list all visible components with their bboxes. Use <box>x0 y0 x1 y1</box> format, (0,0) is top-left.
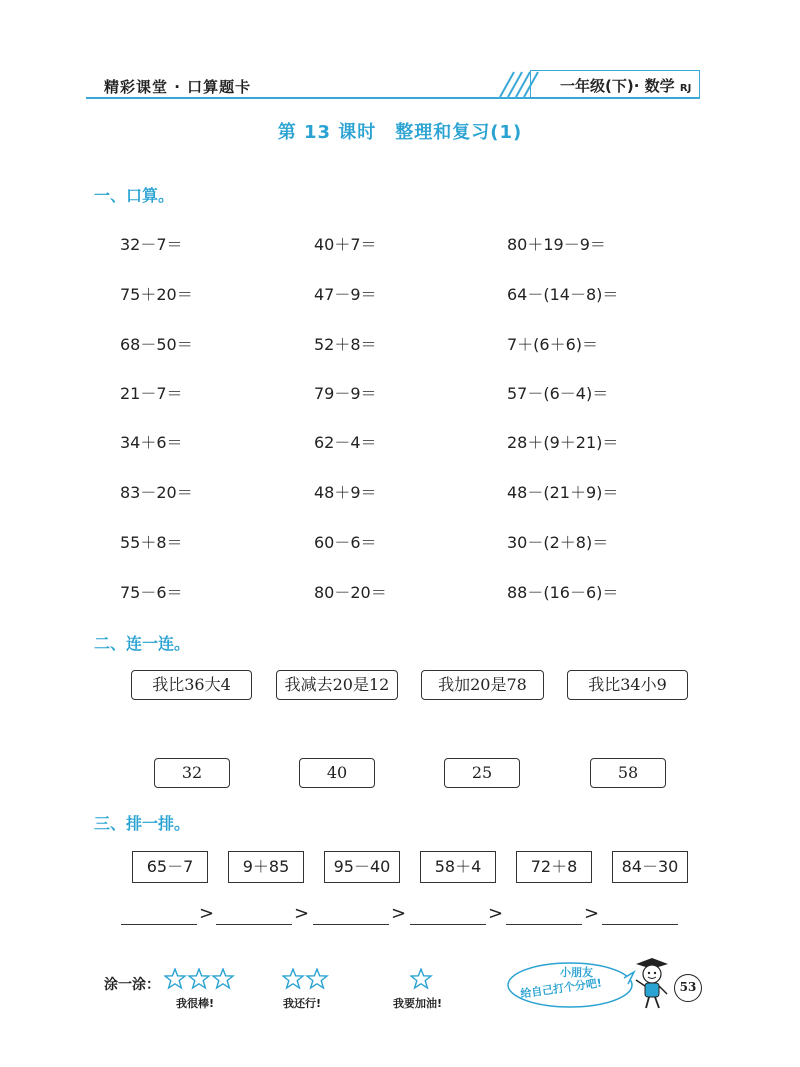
section-heading-oral-calc: 一、口算。 <box>94 186 175 205</box>
greater-than-sign: > <box>199 903 215 924</box>
oral-calc-problem: 21－7＝ <box>120 384 183 403</box>
rating-label-try-harder: 我要加油! <box>393 997 443 1010</box>
oral-calc-problem: 28＋(9＋21)＝ <box>507 433 619 452</box>
oral-calc-problem: 80＋19－9＝ <box>507 235 606 254</box>
sort-expression-box: 58＋4 <box>420 851 496 883</box>
oral-calc-problem: 79－9＝ <box>314 384 377 403</box>
greater-than-sign: > <box>584 903 600 924</box>
star-icon[interactable] <box>283 969 303 988</box>
one-star-rating[interactable] <box>410 968 434 990</box>
star-icon[interactable] <box>165 969 185 988</box>
match-number-box[interactable]: 25 <box>444 758 520 788</box>
oral-calc-problem: 52＋8＝ <box>314 335 377 354</box>
rating-label-great: 我很棒! <box>176 997 215 1010</box>
edition-tag: RJ <box>679 83 692 94</box>
sort-expression-box: 84－30 <box>612 851 688 883</box>
greater-than-sign: > <box>294 903 310 924</box>
three-star-rating[interactable] <box>164 968 236 990</box>
sort-expression-box: 9＋85 <box>228 851 304 883</box>
oral-calc-problem: 34＋6＝ <box>120 433 183 452</box>
oral-calc-problem: 64－(14－8)＝ <box>507 285 619 304</box>
sort-expression-box: 65－7 <box>132 851 208 883</box>
oral-calc-problem: 40＋7＝ <box>314 235 377 254</box>
star-icon[interactable] <box>307 969 327 988</box>
answer-blank[interactable] <box>410 924 486 925</box>
color-in-label: 涂一涂： <box>104 977 160 993</box>
header-divider <box>86 97 700 99</box>
bubble-text-line1: 小朋友 <box>560 966 593 979</box>
oral-calc-problem: 75－6＝ <box>120 583 183 602</box>
oral-calc-problem: 48－(21＋9)＝ <box>507 483 619 502</box>
sort-expression-box: 95－40 <box>324 851 400 883</box>
answer-blank[interactable] <box>216 924 292 925</box>
two-star-rating[interactable] <box>282 968 330 990</box>
star-icon[interactable] <box>213 969 233 988</box>
oral-calc-problem: 83－20＝ <box>120 483 193 502</box>
page-title: 第 13 课时 整理和复习(1) <box>277 122 523 143</box>
star-icon[interactable] <box>411 969 431 988</box>
oral-calc-problem: 80－20＝ <box>314 583 387 602</box>
section-heading-match: 二、连一连。 <box>94 634 191 653</box>
oral-calc-problem: 30－(2＋8)＝ <box>507 533 609 552</box>
match-clue-box[interactable]: 我比34小9 <box>567 670 688 700</box>
bubble-text-line2: 给自己打个分吧! <box>519 976 603 1001</box>
oral-calc-problem: 68－50＝ <box>120 335 193 354</box>
grade-subject-text: 一年级(下)· 数学 <box>560 77 675 95</box>
match-clue-box[interactable]: 我加20是78 <box>421 670 544 700</box>
answer-blank[interactable] <box>313 924 389 925</box>
match-number-box[interactable]: 40 <box>299 758 375 788</box>
oral-calc-problem: 7＋(6＋6)＝ <box>507 335 599 354</box>
match-clue-box[interactable]: 我减去20是12 <box>276 670 398 700</box>
section-heading-sort: 三、排一排。 <box>94 814 191 833</box>
greater-than-sign: > <box>391 903 407 924</box>
oral-calc-problem: 55＋8＝ <box>120 533 183 552</box>
grade-subject-label <box>560 75 691 96</box>
answer-blank[interactable] <box>506 924 582 925</box>
match-number-box[interactable]: 32 <box>154 758 230 788</box>
rating-label-ok: 我还行! <box>283 997 322 1010</box>
oral-calc-problem: 57－(6－4)＝ <box>507 384 609 403</box>
page-number: 53 <box>674 974 702 1002</box>
oral-calc-problem: 88－(16－6)＝ <box>507 583 619 602</box>
star-icon[interactable] <box>189 969 209 988</box>
oral-calc-problem: 48＋9＝ <box>314 483 377 502</box>
answer-blank[interactable] <box>121 924 197 925</box>
book-series-title: 精彩课堂 · 口算题卡 <box>104 78 252 96</box>
student-mascot-icon <box>630 956 672 1012</box>
sort-expression-box: 72＋8 <box>516 851 592 883</box>
oral-calc-problem: 47－9＝ <box>314 285 377 304</box>
match-number-box[interactable]: 58 <box>590 758 666 788</box>
greater-than-sign: > <box>488 903 504 924</box>
oral-calc-problem: 60－6＝ <box>314 533 377 552</box>
oral-calc-problem: 75＋20＝ <box>120 285 193 304</box>
answer-blank[interactable] <box>602 924 678 925</box>
oral-calc-problem: 32－7＝ <box>120 235 183 254</box>
oral-calc-problem: 62－4＝ <box>314 433 377 452</box>
match-clue-box[interactable]: 我比36大4 <box>131 670 252 700</box>
